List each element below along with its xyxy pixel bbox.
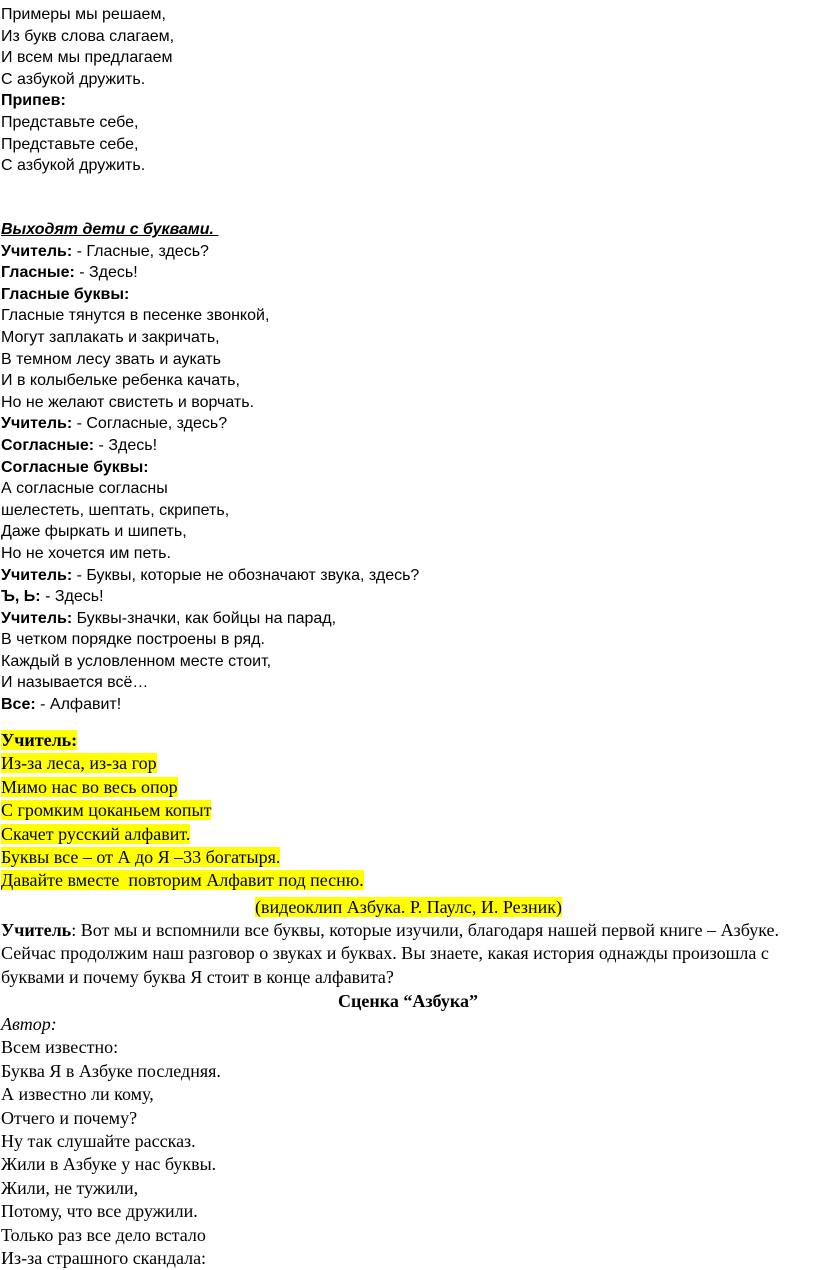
dialogue-line	[1, 500, 419, 522]
highlight-line: Скачет русский алфавит.	[1, 823, 191, 844]
speaker: Учитель:	[1, 566, 73, 584]
verse-line: Из букв слова слагаем,	[1, 27, 175, 45]
speaker: Учитель	[1, 920, 72, 940]
dialogue-line	[1, 435, 419, 457]
line-text: шелестеть, шептать, скрипеть,	[1, 501, 230, 519]
line-text: - Здесь!	[74, 264, 138, 282]
dialogue-line	[1, 629, 419, 651]
chorus-label: Припев:	[1, 92, 66, 110]
author-line: Буква Я в Азбуке последняя.	[1, 1060, 221, 1081]
dialogue-line	[1, 651, 419, 673]
line-text: Буквы-значки, как бойцы на парад,	[72, 609, 337, 627]
dialogue-line	[1, 262, 419, 284]
line-text: Но не желают свистеть и ворчать.	[1, 393, 255, 411]
paragraph-text: : Вот мы и вспомнили все буквы, которые изучили, благодаря нашей первой книге – Азбуке. Сейчас продолжим наш разговор о звуках и буквах. Вы знаете, какая история однажды произошла с буквами и почему буква Я стоит в конце алфавита?	[1, 920, 780, 987]
dialogue-line	[1, 586, 419, 608]
author-line: Всем известно:	[1, 1037, 119, 1058]
speaker: Учитель:	[1, 242, 73, 260]
highlight-line: Из-за леса, из-за гор	[1, 753, 157, 774]
speaker: Ъ, Ь:	[1, 588, 41, 606]
author-line: Отчего и почему?	[1, 1107, 138, 1128]
speaker: Согласные буквы:	[1, 458, 149, 476]
line-text: И в колыбельке ребенка качать,	[1, 372, 240, 390]
dialogue-line	[1, 672, 419, 694]
line-text: Гласные тянутся в песенке звонкой,	[1, 307, 270, 325]
speaker: Гласные:	[1, 264, 75, 282]
line-text: Даже фыркать и шипеть,	[1, 523, 187, 541]
speaker: Согласные:	[1, 436, 95, 454]
chorus-line: С азбукой дружить.	[1, 157, 146, 175]
dialogue-line	[1, 521, 419, 543]
verse-line: И всем мы предлагаем	[1, 49, 173, 67]
line-text: Могут заплакать и закричать,	[1, 328, 220, 346]
dialogue-line	[1, 694, 419, 716]
dialogue-line	[1, 327, 419, 349]
line-text: - Буквы, которые не обозначают звука, здесь?	[72, 566, 420, 584]
speaker: Учитель:	[1, 415, 73, 433]
chorus-line: Представьте себе,	[1, 113, 139, 131]
line-text: В четком порядке построены в ряд.	[1, 631, 265, 649]
author-line: Жили, не тужили,	[1, 1177, 139, 1198]
line-text: Каждый в условленном месте стоит,	[1, 652, 272, 670]
author-line: Из-за страшного скандала:	[1, 1248, 207, 1269]
speaker: Все:	[1, 696, 36, 714]
speaker: Учитель:	[1, 609, 73, 627]
highlight-speaker: Учитель:	[1, 730, 78, 750]
author-label: Автор:	[1, 1014, 57, 1034]
line-text: - Гласные, здесь?	[72, 242, 209, 260]
line-text: А согласные согласны	[1, 480, 168, 498]
dialogue-line	[1, 608, 419, 630]
teacher-paragraph	[1, 919, 813, 989]
speaker: Гласные буквы:	[1, 285, 130, 303]
line-text: - Здесь!	[94, 436, 158, 454]
dialogue-block	[1, 219, 419, 716]
verse-line: Примеры мы решаем,	[1, 6, 166, 23]
dialogue-line	[1, 284, 419, 306]
highlight-line: Мимо нас во весь опор	[1, 776, 178, 797]
video-note-line	[1, 896, 816, 919]
author-line: Потому, что все дружили.	[1, 1201, 198, 1222]
author-line: Ну так слушайте рассказ.	[1, 1131, 196, 1152]
dialogue-line	[1, 543, 419, 565]
line-text: - Здесь!	[40, 588, 104, 606]
dialogue-line	[1, 413, 419, 435]
dialogue-line	[1, 349, 419, 371]
verse-line: С азбукой дружить.	[1, 70, 146, 88]
verse-block	[1, 4, 174, 177]
dialogue-line	[1, 565, 419, 587]
line-text: В темном лесу звать и аукать	[1, 350, 221, 368]
stage-direction: Выходят дети с буквами.	[1, 221, 219, 238]
dialogue-line	[1, 457, 419, 479]
dialogue-line	[1, 305, 419, 327]
highlight-line: Давайте вместе повторим Алфавит под песню.	[1, 870, 364, 891]
dialogue-line	[1, 370, 419, 392]
line-text: И называется всё…	[1, 674, 149, 692]
dialogue-line	[1, 478, 419, 500]
author-block	[1, 1013, 221, 1270]
line-text: Но не хочется им петь.	[1, 544, 171, 562]
highlight-line: С громким цоканьем копыт	[1, 800, 212, 821]
line-text: - Алфавит!	[35, 696, 122, 714]
highlight-line: Буквы все – от А до Я –33 богатыря.	[1, 847, 281, 868]
video-note: (видеоклип Азбука. Р. Паулс, И. Резник)	[255, 897, 562, 917]
author-line: А известно ли кому,	[1, 1084, 154, 1105]
chorus-line: Представьте себе,	[1, 135, 139, 153]
dialogue-line	[1, 241, 419, 263]
dialogue-line	[1, 392, 419, 414]
scene-title: Сценка “Азбука”	[338, 991, 478, 1011]
author-line: Жили в Азбуке у нас буквы.	[1, 1154, 217, 1175]
highlighted-block	[1, 729, 364, 893]
line-text: - Согласные, здесь?	[72, 415, 228, 433]
author-line: Только раз все дело встало	[1, 1224, 206, 1245]
